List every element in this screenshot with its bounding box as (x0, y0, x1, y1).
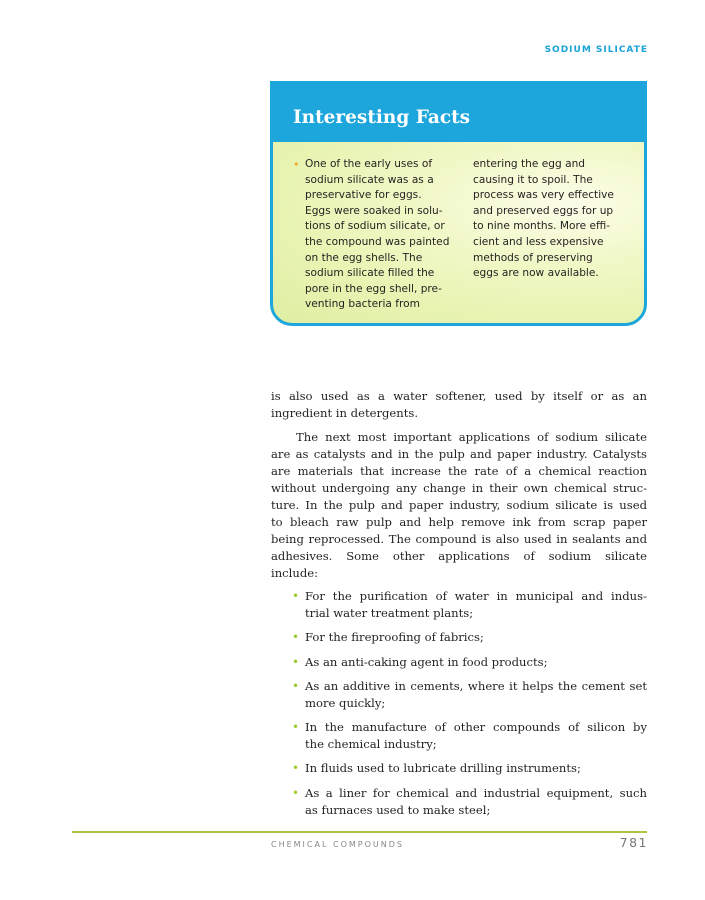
interesting-facts-box (270, 81, 647, 326)
text-line: methods of preserving (473, 251, 593, 264)
text-line: preservative for eggs. (305, 189, 422, 202)
text-line: causing it to spoil. The (473, 173, 593, 186)
text-line: venting bacteria from (305, 298, 420, 311)
text-line: Eggs were soaked in solu- (305, 204, 443, 217)
list-item (292, 654, 647, 671)
text-line: ture. In the pulp and paper industry, sodium silicate is used (271, 498, 647, 512)
list-item (292, 760, 647, 777)
text-line: As a liner for chemical and industrial equipment, such (305, 785, 647, 800)
facts-title: Interesting Facts (293, 107, 471, 128)
paragraph-applications (271, 429, 647, 582)
facts-column-left (291, 157, 457, 313)
text-line: As an additive in cements, where it helps the cement set (305, 678, 647, 693)
bullet-dot-icon: • (292, 720, 300, 735)
facts-columns (291, 157, 633, 313)
text-line: to nine months. More effi- (473, 220, 611, 233)
text-line: without undergoing any change in their own chemical struc- (271, 481, 647, 495)
text-line: For the fireproofing of fabrics; (305, 630, 484, 645)
facts-column-right (473, 157, 633, 313)
bullet-dot-icon: • (292, 785, 300, 800)
text-line: being reprocessed. The compound is also used in sealants and (271, 532, 647, 546)
list-item (292, 588, 647, 622)
footer-rule (72, 831, 647, 833)
text-line: trial water treatment plants; (305, 606, 474, 620)
text-line: One of the early uses of (305, 158, 433, 170)
text-line: are materials that increase the rate of a chemical reaction (271, 464, 647, 478)
text-line: is also used as a water softener, used by itself or as an (271, 389, 647, 403)
text-line: process was very effective (473, 189, 614, 202)
text-line: pore in the egg shell, pre- (305, 282, 442, 295)
running-head: SODIUM SILICATE (544, 45, 648, 55)
text-line: eggs are now available. (473, 267, 599, 280)
text-line: tions of sodium silicate, or (305, 220, 445, 233)
text-line: more quickly; (305, 695, 386, 710)
text-line: As an anti-caking agent in food products; (305, 654, 548, 669)
text-line: For the purification of water in municipal and indus- (305, 589, 647, 603)
text-line: the chemical industry; (305, 737, 437, 752)
bullet-dot-icon: • (292, 761, 300, 776)
list-item (292, 785, 647, 819)
page-number: 781 (619, 835, 648, 850)
text-line: on the egg shells. The (305, 251, 423, 264)
bullet-dot-icon: • (292, 589, 300, 603)
text-line: adhesives. Some other applications of sodium silicate (271, 549, 647, 563)
text-line: The next most important applications of sodium silicate (296, 430, 647, 444)
text-line: ingredient in detergents. (271, 406, 419, 420)
bullet-dot-icon: • (293, 158, 300, 171)
text-line: as furnaces used to make steel; (305, 802, 491, 817)
list-item (292, 629, 647, 646)
text-line: entering the egg and (473, 158, 586, 170)
list-item (292, 678, 647, 712)
paragraph-continuation (271, 388, 647, 422)
text-line: to bleach raw pulp and help remove ink from scrap paper (271, 515, 647, 529)
text-line: and preserved eggs for up (473, 204, 614, 217)
list-item (292, 719, 647, 753)
text-line: the compound was painted (305, 235, 450, 248)
bullet-dot-icon: • (292, 654, 300, 669)
text-line: In fluids used to lubricate drilling instruments; (305, 761, 581, 776)
text-line: In the manufacture of other compounds of silicon by (305, 720, 647, 735)
bullet-dot-icon: • (292, 678, 300, 693)
applications-list (292, 588, 647, 826)
facts-header (273, 84, 644, 142)
text-line: sodium silicate was as a (305, 173, 434, 186)
bullet-dot-icon: • (292, 630, 300, 645)
footer-book-title: CHEMICAL COMPOUNDS (271, 840, 404, 849)
text-line: cient and less expensive (473, 235, 604, 248)
text-line: are as catalysts and in the pulp and paper industry. Catalysts (271, 447, 647, 461)
text-line: include: (271, 566, 319, 580)
text-line: sodium silicate filled the (305, 267, 435, 280)
